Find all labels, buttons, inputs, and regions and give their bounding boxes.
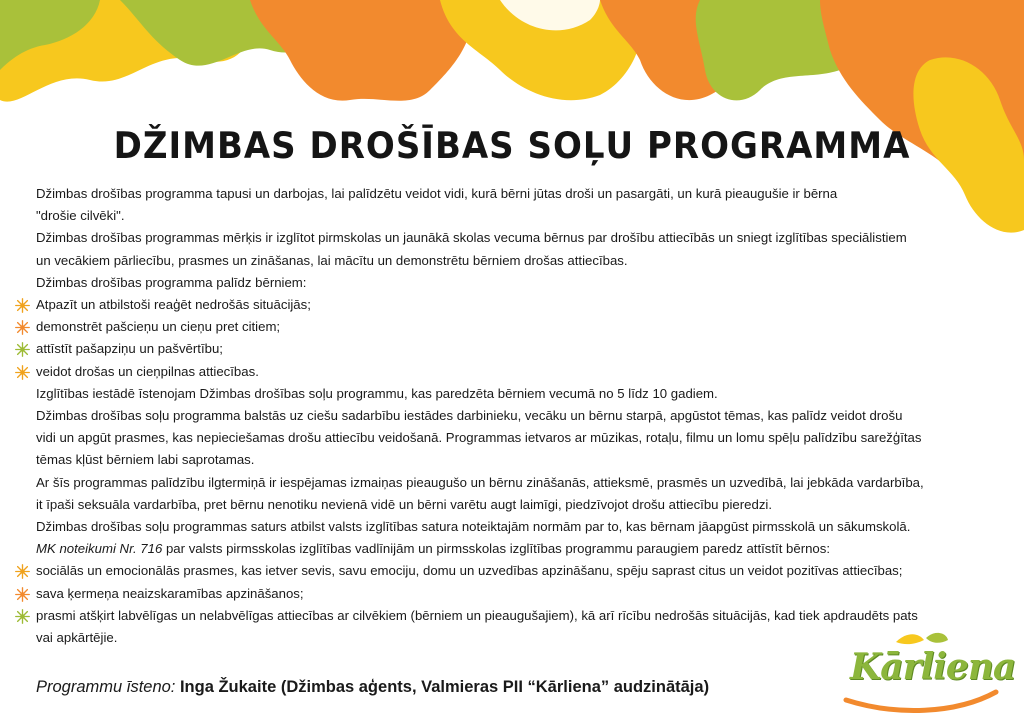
longterm-paragraph-cont: it īpaši seksuāla vardarbība, pret bērnu nenotiku nevienā vidē un bērni varētu augt laimīgi, piedzīvojot drošu attiecību pieredzi. xyxy=(36,496,773,512)
karliena-logo xyxy=(836,630,1016,720)
cooperation-paragraph: Džimbas drošības soļu programma balstās uz ciešu sadarbību iestādes darbinieku, vecāku un bērnu starpā, apgūstot tēmas, kas palīdz veidot drošu xyxy=(36,408,903,424)
sun-burst-icon xyxy=(15,365,30,380)
list-item: demonstrēt pašcieņu un cieņu pret citiem; xyxy=(36,316,996,338)
regulation-paragraph: MK noteikumi Nr. 716 par valsts pirmsskolas izglītības vadlīnijām un pirmsskolas izglītības programmu paraugiem paredz attīstīt bērnos: xyxy=(36,541,831,557)
sun-burst-icon xyxy=(15,298,30,313)
intro-paragraph-cont: "drošie cilvēki". xyxy=(36,208,125,224)
sun-burst-icon xyxy=(15,342,30,357)
sun-burst-icon xyxy=(15,564,30,579)
age-paragraph: Izglītības iestādē īstenojam Džimbas drošības soļu programmu, kas paredzēta bērniem vecumā no 5 līdz 10 gadiem. xyxy=(36,385,718,401)
goal-paragraph-cont: un vecākiem pārliecību, prasmes un zināšanas, lai mācītu un demonstrētu bērniem drošas attiecības. xyxy=(36,252,628,268)
list-item: attīstīt pašapziņu un pašvērtību; xyxy=(36,338,996,360)
logo-text: Kārliena xyxy=(850,646,1016,688)
list-item: sociālās un emocionālās prasmes, kas ietver sevis, savu emociju, domu un uzvedības apzināšanu, spēju saprast citus un veidot pozitīvas attiecības; xyxy=(36,560,996,582)
cooperation-paragraph-cont: vidi un apgūt prasmes, kas nepieciešamas drošu attiecību veidošanā. Programmas ietvaros ar mūzikas, rotaļu, filmu un lomu spēļu palīdzību sarežģītas xyxy=(36,430,922,446)
page-title: DŽIMBAS DROŠĪBAS SOĻU PROGRAMMA xyxy=(113,124,911,168)
longterm-paragraph: Ar šīs programmas palīdzību ilgtermiņā ir iespējamas izmaiņas pieaugušo un bērnu zināšanās, attieksmē, prasmēs un uzvedībā, lai jebkāda vardarbība, xyxy=(36,474,924,490)
list-item-cont: vai apkārtējie. xyxy=(36,630,118,646)
list-item: prasmi atšķirt labvēlīgas un nelabvēlīgas attiecības ar cilvēkiem (bērniem un pieaugušajiem), kā arī rīcību nedrošās situācijās, kad tiek apdraudēts pats xyxy=(36,605,996,627)
list-item: Atpazīt un atbilstoši reaģēt nedrošās situācijās; xyxy=(36,294,996,316)
footer-name: Inga Žukaite (Džimbas aģents, Valmieras PII “Kārliena” audzinātāja) xyxy=(175,678,710,696)
cooperation-paragraph-end: tēmas kļūst bērniem labi saprotamas. xyxy=(36,452,255,468)
intro-paragraph: Džimbas drošības programma tapusi un darbojas, lai palīdzētu veidot vidi, kurā bērni jūtas droši un pasargāti, un kurā pieaugušie ir bērna xyxy=(36,186,838,201)
helps-heading: Džimbas drošības programma palīdz bērniem: xyxy=(36,274,307,290)
footer-label: Programmu īsteno: xyxy=(36,678,176,696)
sun-burst-icon xyxy=(15,320,30,335)
footer-credit xyxy=(36,678,709,697)
sun-burst-icon xyxy=(15,587,30,602)
list-item: veidot drošas un cieņpilnas attiecības. xyxy=(36,361,996,383)
sun-burst-icon xyxy=(15,609,30,624)
goal-paragraph: Džimbas drošības programmas mērķis ir izglītot pirmskolas un jaunākā skolas vecuma bērnus par drošību attiecībās un sniegt izglītības speciālistiem xyxy=(36,230,907,246)
list-item: sava ķermeņa neaizskaramības apzināšanos; xyxy=(36,583,996,605)
regulation-reference: MK noteikumi Nr. 716 xyxy=(36,541,163,557)
standards-paragraph: Džimbas drošības soļu programmas saturs atbilst valsts izglītības satura noteiktajām normām par to, kas bērnam jāapgūst pirmsskolā un sākumskolā. xyxy=(36,519,911,535)
main-content xyxy=(36,183,996,649)
